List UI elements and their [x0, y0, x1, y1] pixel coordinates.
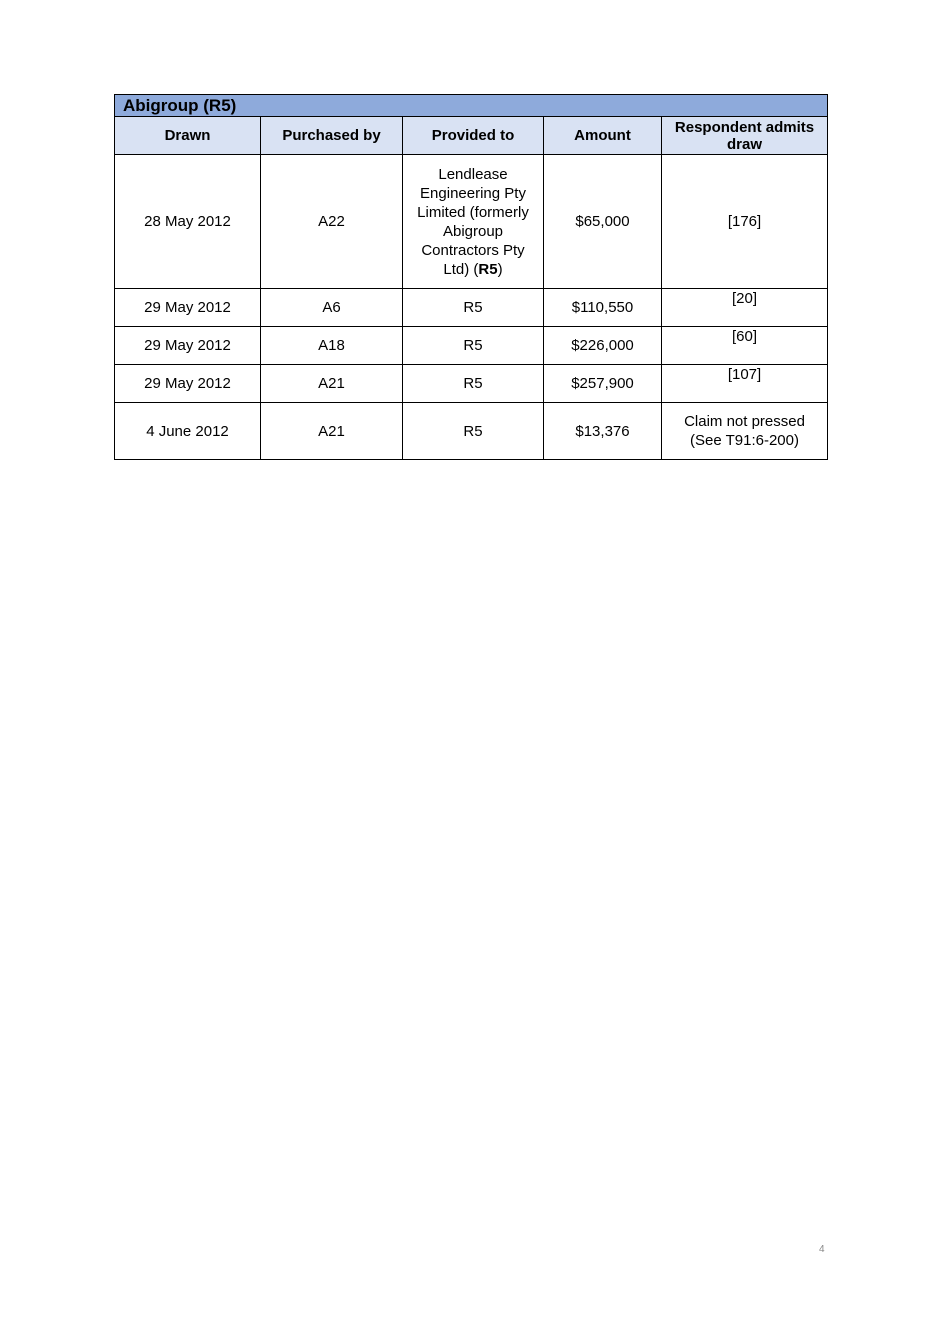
page-number: 4	[819, 1244, 825, 1255]
cell-drawn: 29 May 2012	[115, 289, 261, 327]
provided-to-bold: R5	[478, 260, 498, 278]
cell-amount: $257,900	[544, 365, 662, 403]
table-row	[115, 365, 828, 403]
cell-admits: [176]	[662, 155, 828, 289]
table-row	[115, 289, 828, 327]
cell-drawn: 28 May 2012	[115, 155, 261, 289]
table-row	[115, 403, 828, 460]
cell-admits: [20]	[662, 289, 828, 327]
cell-purchased-by: A6	[261, 289, 403, 327]
header-amount: Amount	[544, 117, 662, 155]
cell-admits: Claim not pressed (See T91:6-200)	[662, 403, 828, 460]
cell-amount: $65,000	[544, 155, 662, 289]
cell-purchased-by: A22	[261, 155, 403, 289]
header-purchased-by: Purchased by	[261, 117, 403, 155]
cell-admits: [60]	[662, 327, 828, 365]
cell-drawn: 29 May 2012	[115, 365, 261, 403]
cell-drawn: 29 May 2012	[115, 327, 261, 365]
cell-amount: $110,550	[544, 289, 662, 327]
table-title-row	[115, 95, 828, 117]
cell-amount: $13,376	[544, 403, 662, 460]
cell-drawn: 4 June 2012	[115, 403, 261, 460]
cell-provided-to	[403, 155, 544, 289]
header-respondent-admits-draw: Respondent admits draw	[662, 117, 828, 155]
cell-purchased-by: A21	[261, 403, 403, 460]
provided-to-text: Lendlease Engineering Pty Limited (formerly Abigroup Contractors Pty Ltd) (	[417, 165, 529, 278]
cell-provided-to: R5	[403, 365, 544, 403]
cell-provided-to: R5	[403, 289, 544, 327]
cell-amount: $226,000	[544, 327, 662, 365]
draws-table	[114, 94, 828, 460]
header-provided-to: Provided to	[403, 117, 544, 155]
table-header-row	[115, 117, 828, 155]
cell-provided-to: R5	[403, 327, 544, 365]
table-row	[115, 155, 828, 289]
table-row	[115, 327, 828, 365]
header-drawn: Drawn	[115, 117, 261, 155]
table-title: Abigroup (R5)	[115, 95, 828, 117]
cell-admits: [107]	[662, 365, 828, 403]
provided-to-close: )	[497, 260, 503, 278]
cell-provided-to: R5	[403, 403, 544, 460]
cell-purchased-by: A18	[261, 327, 403, 365]
cell-purchased-by: A21	[261, 365, 403, 403]
